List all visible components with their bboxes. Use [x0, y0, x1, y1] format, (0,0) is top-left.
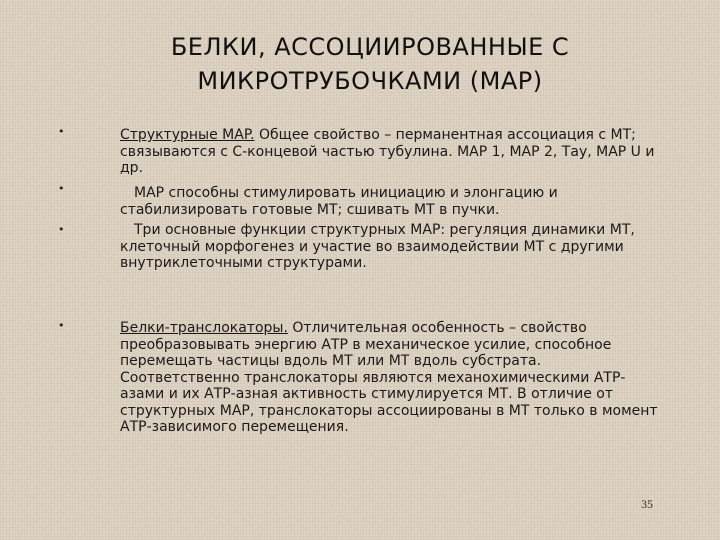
- bullet-marker: •: [58, 319, 65, 332]
- structural-map-heading: Структурные MAP.: [120, 127, 255, 143]
- slide-title-line-1: БЕЛКИ, АССОЦИИРОВАННЫЕ С: [170, 33, 570, 61]
- bullet-marker: •: [58, 182, 65, 195]
- translocators-heading: Белки-транслокаторы.: [120, 320, 288, 336]
- translocators-text: Отличительная особенность – свойство преобразовывать энергию АТР в механическое усилие, способное перемещать частицы вдоль МТ или МТ вдоль субстрата. Соответственно транслокаторы являются механохимическими АТР-азами и их АТР-азная активность стимулируется МТ. В отличие от структурных MAP, транслокаторы ассоциированы в МТ только в момент АТР-зависимого перемещения.: [120, 320, 658, 435]
- bullet-marker: •: [58, 223, 65, 236]
- page-number: 35: [641, 497, 653, 511]
- bullet-map-functions: [120, 185, 665, 218]
- bullet-structural-map: [120, 127, 665, 177]
- slide-title-line-2: МИКРОТРУБОЧКАМИ (MAP): [197, 67, 543, 95]
- map-functions-text: MAP способны стимулировать инициацию и элонгацию и стабилизировать готовые МТ; сшивать МТ в пучки.: [120, 185, 558, 218]
- structural-map-text: Общее свойство – перманентная ассоциация с МТ; связываются с С-концевой частью тубулина. MAP 1, MAP 2, Тау, MAP U и др.: [120, 127, 655, 176]
- bullet-three-functions: [120, 222, 665, 272]
- bullet-marker: •: [58, 125, 65, 138]
- three-functions-text: Три основные функции структурных MAP: регуляция динамики МТ, клеточный морфогенез и участие во взаимодействии МТ с другими внутриклеточными структурами.: [120, 222, 635, 271]
- bullet-translocators: [120, 320, 665, 436]
